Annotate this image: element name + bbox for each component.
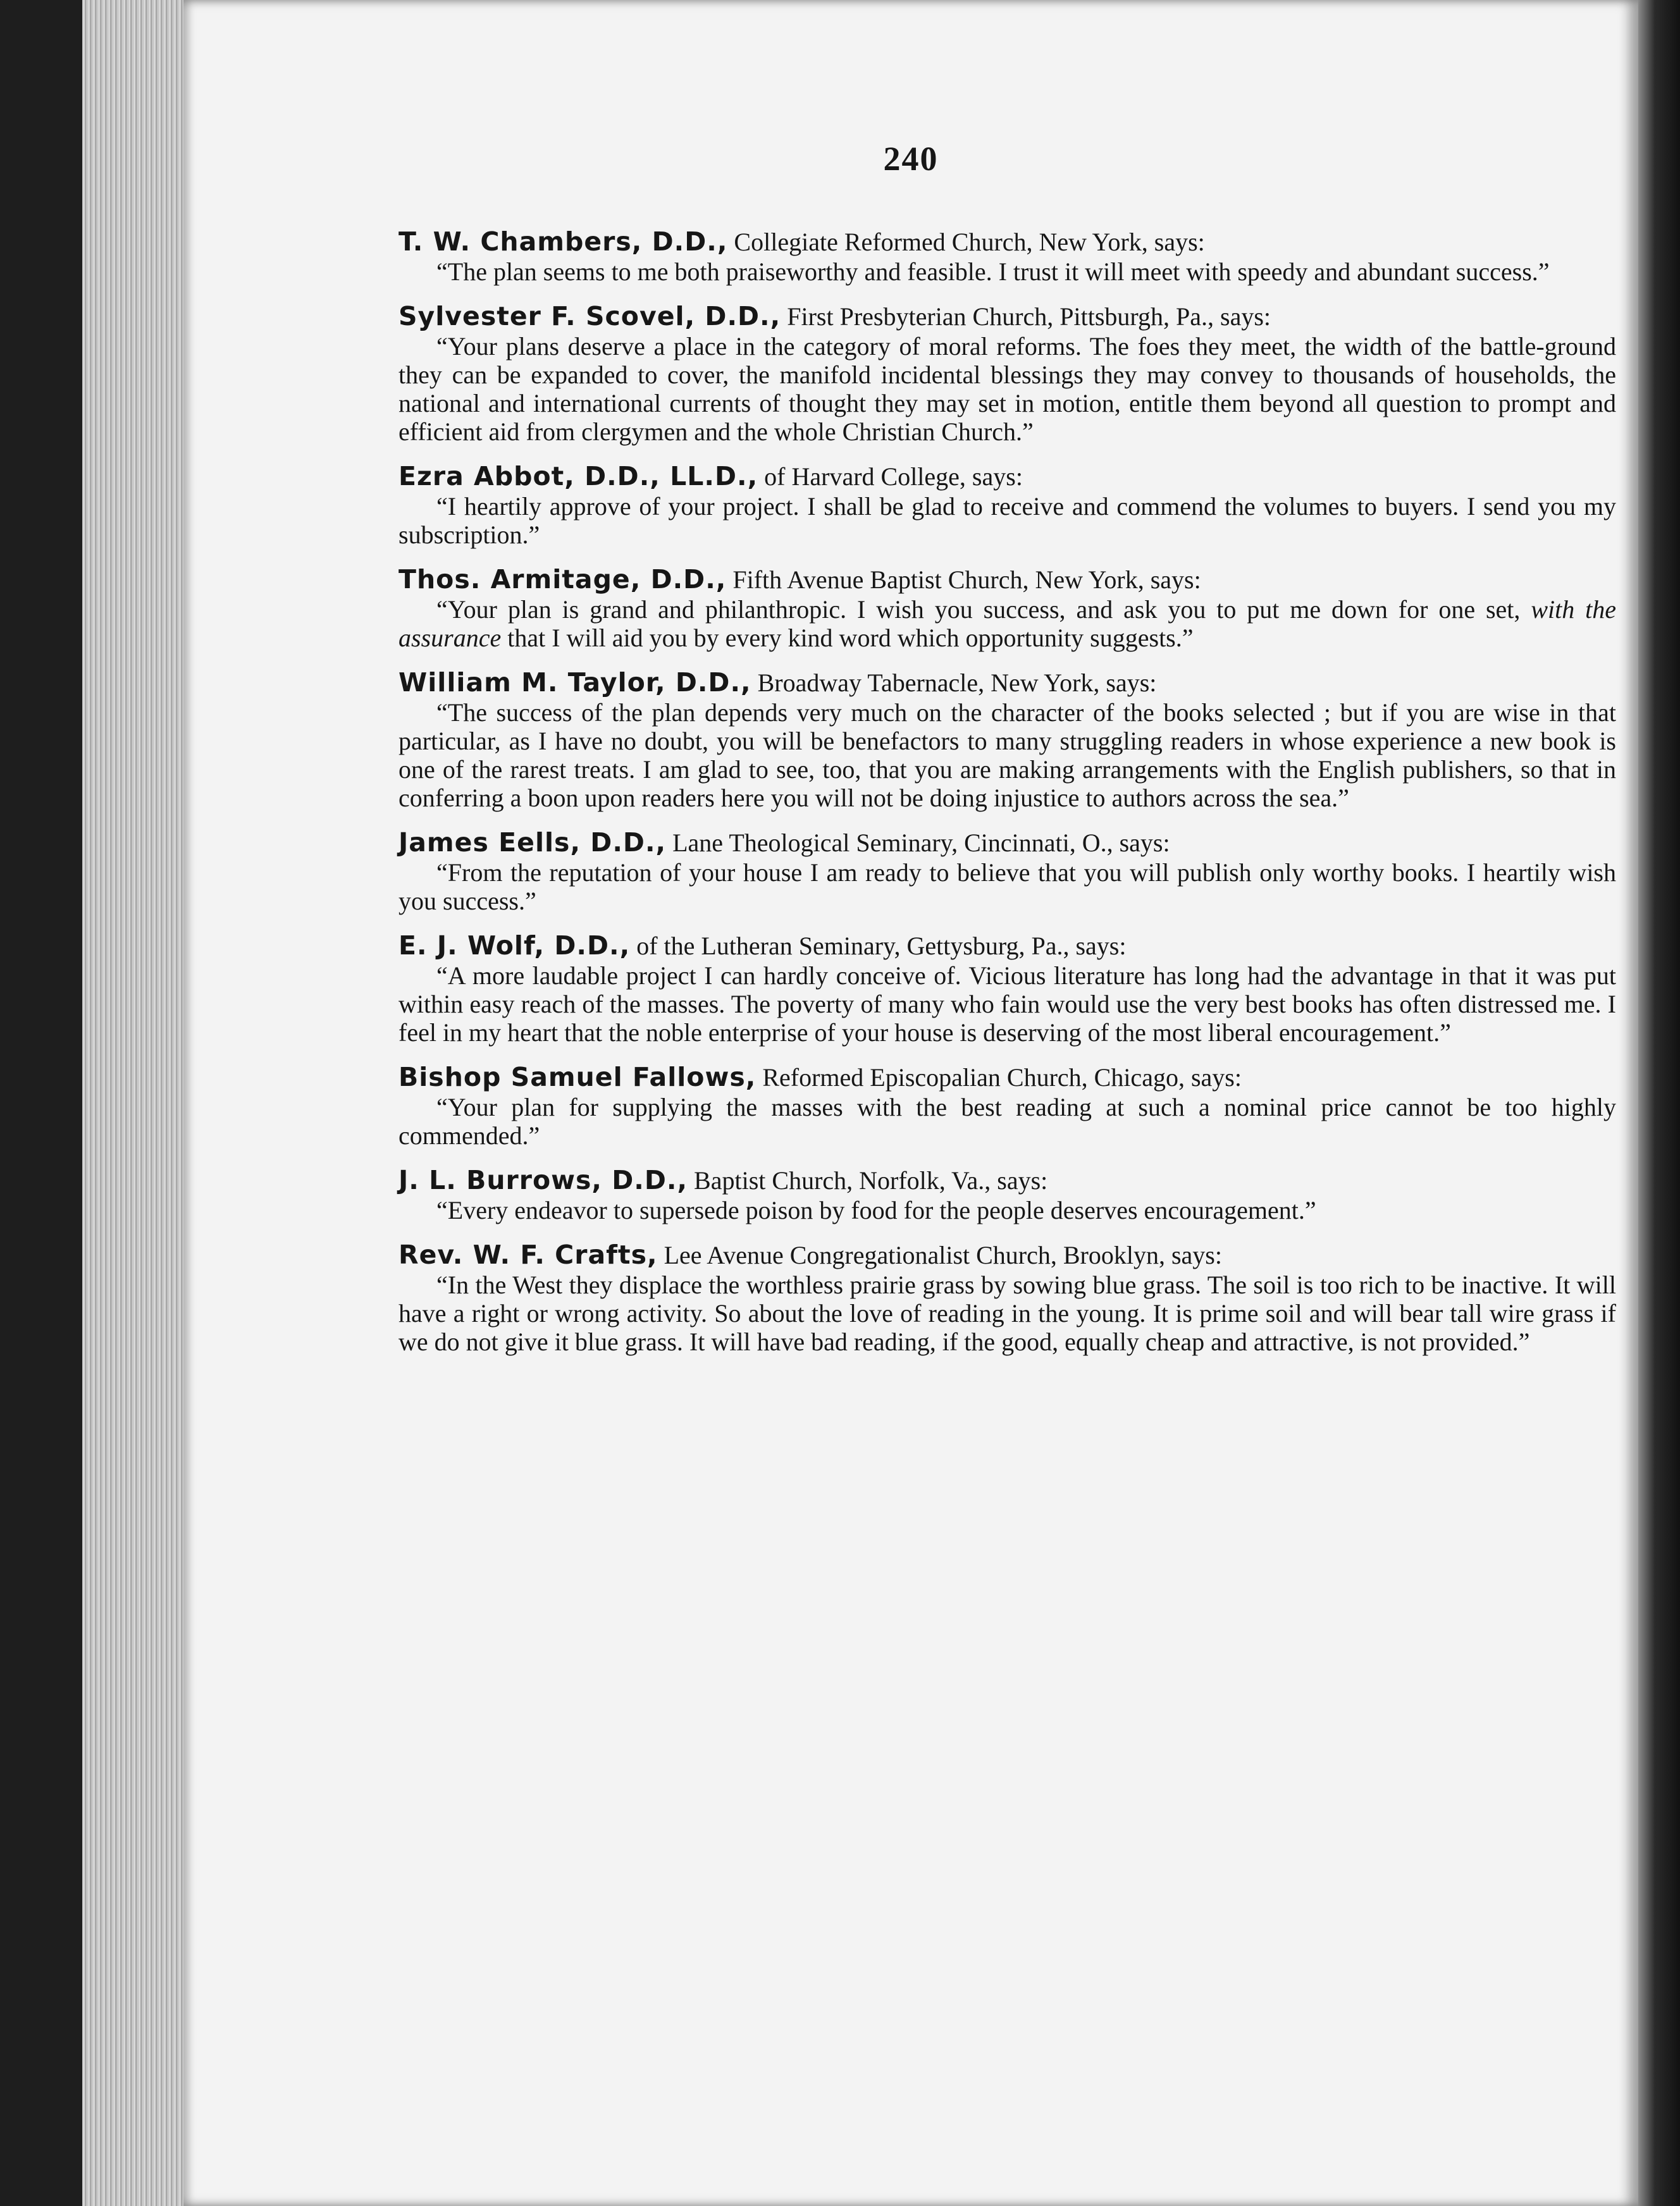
page-number: 240 bbox=[883, 140, 939, 178]
testimonial-entry bbox=[398, 669, 1616, 812]
testimonial-entry bbox=[398, 228, 1616, 286]
testimonial-quote: “The plan seems to me both praiseworthy and feasible. I trust it will meet with speedy and abundant success.” bbox=[436, 257, 1550, 286]
testimonial-author: Thos. Armitage, D.D., bbox=[398, 564, 727, 595]
testimonial-affiliation: Broadway Tabernacle, New York, says: bbox=[757, 669, 1157, 697]
book-gutter-shadow bbox=[1638, 0, 1680, 2206]
testimonial-entry bbox=[398, 462, 1616, 549]
testimonial-author: J. L. Burrows, D.D., bbox=[398, 1165, 688, 1195]
testimonial-author: Sylvester F. Scovel, D.D., bbox=[398, 301, 781, 331]
testimonial-affiliation: Lee Avenue Congregationalist Church, Brooklyn, says: bbox=[664, 1241, 1222, 1269]
testimonial-quote: “The success of the plan depends very much on the character of the books selected ; but if you are wise in that particular, as I have no doubt, you will be benefactors to many struggling readers in whose experience a new book is one of the rarest treats. I am glad to see, too, that you are making arrangements with the English publishers, so that in conferring a boon upon readers here you will not be doing injustice to authors across the sea.” bbox=[398, 698, 1616, 812]
testimonial-entry bbox=[398, 829, 1616, 915]
testimonial-quote: “In the West they displace the worthless prairie grass by sowing blue grass. The soil is too rich to be inactive. It will have a right or wrong activity. So about the love of reading in the young. It is prime soil and will bear tall wire grass if we do not give it blue grass. It will have bad reading, if the good, equally cheap and attractive, is not provided.” bbox=[398, 1271, 1616, 1356]
testimonial-quote: “From the reputation of your house I am ready to believe that you will publish only worthy books. I heartily wish you success.” bbox=[398, 858, 1616, 915]
testimonial-quote: “I heartily approve of your project. I shall be glad to receive and commend the volumes to buyers. I send you my subscription.” bbox=[398, 492, 1616, 549]
testimonial-heading bbox=[398, 462, 1616, 491]
testimonial-entry bbox=[398, 1241, 1616, 1356]
testimonial-heading bbox=[398, 1063, 1616, 1092]
testimonial-heading bbox=[398, 565, 1616, 594]
testimonial-heading bbox=[398, 1166, 1616, 1195]
testimonial-quote: “Every endeavor to supersede poison by food for the people deserves encouragement.” bbox=[436, 1196, 1316, 1224]
testimonial-entry bbox=[398, 1063, 1616, 1150]
book-page bbox=[183, 0, 1638, 2206]
testimonial-affiliation: Fifth Avenue Baptist Church, New York, says: bbox=[732, 565, 1201, 594]
testimonial-author: Bishop Samuel Fallows, bbox=[398, 1062, 757, 1092]
testimonial-affiliation: Lane Theological Seminary, Cincinnati, O., says: bbox=[672, 829, 1170, 857]
testimonial-author: Ezra Abbot, D.D., LL.D., bbox=[398, 461, 758, 491]
quote-italic-text: with the assurance bbox=[398, 595, 1617, 652]
testimonial-affiliation: of Harvard College, says: bbox=[764, 462, 1023, 491]
quote-text-start: “Your plan is grand and philanthropic. I wish you success, and ask you to put me down for one set, bbox=[436, 595, 1521, 624]
quote-text-end: that I will aid you by every kind word which opportunity suggests.” bbox=[507, 624, 1194, 652]
testimonial-heading bbox=[398, 228, 1616, 256]
testimonial-entry bbox=[398, 565, 1616, 652]
testimonials-list bbox=[398, 228, 1616, 1372]
testimonial-affiliation: Collegiate Reformed Church, New York, says: bbox=[734, 228, 1205, 256]
testimonial-affiliation: Reformed Episcopalian Church, Chicago, says: bbox=[762, 1063, 1242, 1092]
book-page-edges bbox=[82, 0, 183, 2206]
testimonial-author: Rev. W. F. Crafts, bbox=[398, 1240, 658, 1270]
testimonial-quote bbox=[398, 595, 1616, 652]
testimonial-quote: “Your plans deserve a place in the category of moral reforms. The foes they meet, the width of the battle-ground they can be expanded to cover, the manifold incidental blessings they may convey to thousands of households, the national and international currents of thought they may set in motion, entitle them beyond all question to prompt and efficient aid from clergymen and the whole Christian Church.” bbox=[398, 332, 1616, 446]
testimonial-affiliation: First Presbyterian Church, Pittsburgh, Pa., says: bbox=[787, 302, 1271, 331]
testimonial-author: E. J. Wolf, D.D., bbox=[398, 930, 631, 961]
testimonial-affiliation: Baptist Church, Norfolk, Va., says: bbox=[694, 1166, 1048, 1195]
testimonial-heading bbox=[398, 829, 1616, 857]
testimonial-heading bbox=[398, 932, 1616, 960]
testimonial-author: James Eells, D.D., bbox=[398, 827, 667, 858]
testimonial-affiliation: of the Lutheran Seminary, Gettysburg, Pa., says: bbox=[636, 932, 1127, 960]
testimonial-entry bbox=[398, 932, 1616, 1047]
testimonial-entry bbox=[398, 1166, 1616, 1224]
testimonial-author: William M. Taylor, D.D., bbox=[398, 667, 751, 698]
testimonial-author: T. W. Chambers, D.D., bbox=[398, 226, 728, 257]
testimonial-heading bbox=[398, 302, 1616, 331]
testimonial-heading bbox=[398, 669, 1616, 697]
testimonial-quote: “Your plan for supplying the masses with the best reading at such a nominal price cannot be too highly commended.” bbox=[398, 1093, 1616, 1150]
testimonial-heading bbox=[398, 1241, 1616, 1269]
testimonial-entry bbox=[398, 302, 1616, 446]
testimonial-quote: “A more laudable project I can hardly conceive of. Vicious literature has long had the advantage in that it was put within easy reach of the masses. The poverty of many who fain would use the very best books has often distressed me. I feel in my heart that the noble enterprise of your house is deserving of the most liberal encouragement.” bbox=[398, 961, 1616, 1047]
